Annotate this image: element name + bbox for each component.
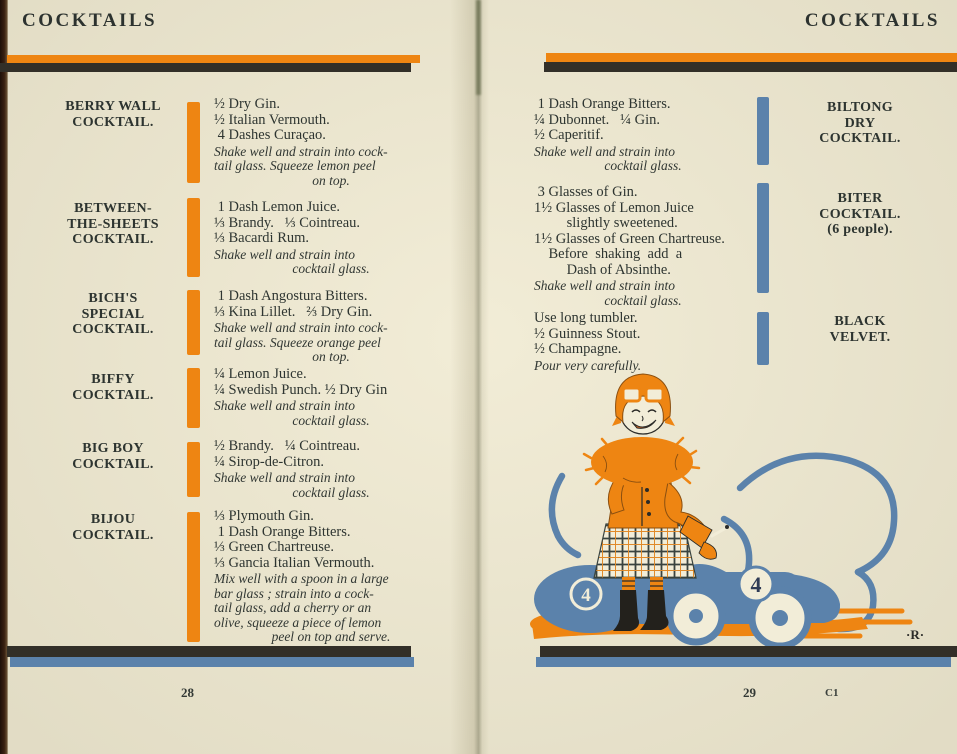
recipe-instructions: Shake well and strain into cocktail glass. (534, 143, 682, 173)
recipe-instructions: Shake well and strain into cock- tail glass. Squeeze orange peel on top. (214, 320, 388, 364)
recipe-divider-bar (187, 102, 200, 183)
recipe-name-bichs-special: BICH'S SPECIAL COCKTAIL. (72, 291, 154, 337)
recipe-instructions: Shake well and strain into cocktail glass. (214, 398, 370, 428)
recipe-divider-bar (187, 198, 200, 277)
signature-mark: C1 (825, 687, 839, 699)
right-page-header: COCKTAILS (804, 10, 940, 31)
recipe-divider-bar (187, 368, 200, 428)
artist-mark: ·R· (906, 627, 925, 642)
recipe-name-big-boy: BIG BOY COCKTAIL. (72, 441, 154, 472)
recipe-body-black-velvet: Use long tumbler. ½ Guinness Stout. ½ Champagne. Pour very carefully. (534, 311, 752, 373)
right-top-rule-dark (544, 62, 957, 72)
racing-woman-illustration (528, 366, 952, 660)
cigarette (712, 528, 726, 536)
right-bottom-rule-dark (540, 646, 957, 657)
car-number-rear: 4 (581, 585, 591, 606)
car-number-roundel: 4 (750, 572, 762, 597)
recipe-body-bichs-special: 1 Dash Angostura Bitters. ⅓ Kina Lillet. ⅔ Dry Gin. Shake well and strain into cock- tail glass. Squeeze orange peel on top. (214, 289, 448, 365)
right-bottom-rule-blue (536, 657, 951, 667)
left-top-rule-dark (0, 63, 411, 72)
left-page-header: COCKTAILS (22, 10, 158, 31)
left-page-number: 28 (181, 685, 194, 700)
recipe-body-between-the-sheets: 1 Dash Lemon Juice. ⅓ Brandy. ⅓ Cointreau. ⅓ Bacardi Rum. Shake well and strain into cocktail glass. (214, 200, 448, 277)
recipe-instructions: Shake well and strain into cocktail glass. (214, 470, 370, 500)
recipe-body-biter: 3 Glasses of Gin. 1½ Glasses of Lemon Juice slightly sweetened. 1½ Glasses of Green Chartreuse. Before shaking add a Dash of Absinthe. Shake well and strain into cocktail glass. (534, 185, 752, 308)
recipe-instructions: Shake well and strain into cocktail glass. (214, 246, 370, 276)
goggles (623, 388, 640, 401)
recipe-instructions: Shake well and strain into cocktail glass. (534, 278, 682, 308)
recipe-divider-bar (757, 312, 769, 365)
recipe-name-black-velvet: BLACK VELVET. (829, 314, 891, 345)
right-top-rule-orange (546, 53, 957, 62)
right-page-number: 29 (743, 685, 756, 700)
left-bottom-rule-blue (10, 657, 414, 667)
recipe-instructions: Shake well and strain into cock- tail glass. Squeeze lemon peel on top. (214, 143, 388, 188)
left-top-rule-orange (7, 55, 420, 63)
recipe-divider-bar (187, 290, 200, 355)
recipe-divider-bar (187, 442, 200, 497)
recipe-divider-bar (757, 97, 769, 165)
recipe-body-big-boy: ½ Brandy. ¼ Cointreau. ¼ Sirop-de-Citron. Shake well and strain into cocktail glass. (214, 439, 448, 500)
recipe-name-biffy: BIFFY COCKTAIL. (72, 372, 154, 403)
book-left-edge (0, 0, 8, 754)
head (612, 374, 675, 434)
recipe-instructions: Pour very carefully. (534, 357, 642, 373)
book-gutter (450, 0, 496, 754)
book-gutter-shadow (476, 0, 481, 95)
recipe-name-biter: BITER COCKTAIL. (6 people). (819, 191, 901, 237)
recipe-body-berry-wall: ½ Dry Gin. ½ Italian Vermouth. 4 Dashes Curaçao. Shake well and strain into cock- tail glass. Squeeze lemon peel on top. (214, 97, 448, 188)
recipe-name-between-the-sheets: BETWEEN- THE-SHEETS COCKTAIL. (67, 201, 159, 247)
recipe-divider-bar (187, 512, 200, 642)
recipe-name-biltong: BILTONG DRY COCKTAIL. (819, 100, 901, 146)
recipe-body-biltong: 1 Dash Orange Bitters. ¼ Dubonnet. ¼ Gin. ½ Caperitif. Shake well and strain into cocktail glass. (534, 97, 752, 174)
recipe-body-biffy: ¼ Lemon Juice. ¼ Swedish Punch. ½ Dry Gin Shake well and strain into cocktail glass. (214, 367, 448, 428)
recipe-name-berry-wall: BERRY WALL COCKTAIL. (65, 99, 161, 130)
left-bottom-rule-dark (7, 646, 411, 657)
recipe-divider-bar (757, 183, 769, 293)
recipe-name-bijou: BIJOU COCKTAIL. (72, 512, 154, 543)
recipe-body-bijou: ⅓ Plymouth Gin. 1 Dash Orange Bitters. ⅓ Green Chartreuse. ⅓ Gancia Italian Vermouth. Mix well with a spoon in a large bar glass ; strain into a cock- tail glass, add a cherry or an olive, squeeze a piece of lemon peel on top and serve. (214, 509, 448, 645)
recipe-instructions: Mix well with a spoon in a large bar glass ; strain into a cock- tail glass, add a cherry or an olive, squeeze a piece of lemon peel on top and serve. (214, 571, 391, 644)
